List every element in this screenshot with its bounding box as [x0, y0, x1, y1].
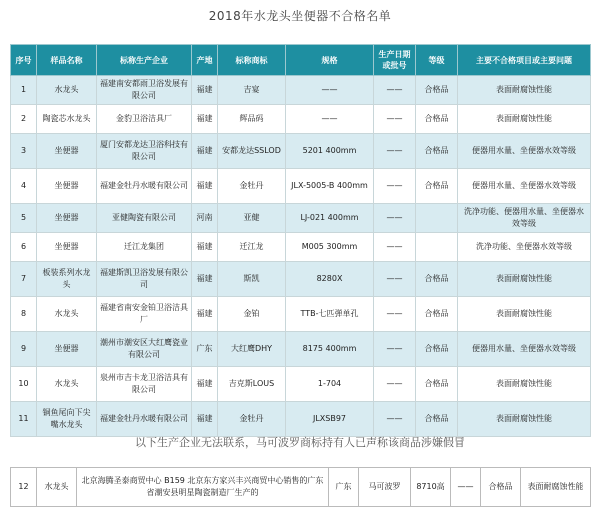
- cell-problems: 洗净功能、坐便器水效等级: [458, 233, 591, 262]
- cell-trademark: 斯凯: [218, 262, 286, 297]
- cell-spec: 8710高: [411, 468, 451, 507]
- cell-index: 10: [11, 367, 37, 402]
- cell-manufacturer: 泉州市吉卡龙卫浴洁具有限公司: [97, 367, 192, 402]
- cell-origin: 福建: [192, 402, 218, 437]
- header-origin: 产地: [192, 45, 218, 76]
- cell-production-date: ——: [374, 297, 416, 332]
- table-row: [11, 76, 591, 105]
- extra-product-table: [10, 467, 591, 507]
- cell-index: 2: [11, 105, 37, 134]
- cell-spec: ——: [286, 105, 374, 134]
- cell-production-date: ——: [374, 332, 416, 367]
- cell-grade: 合格品: [416, 332, 458, 367]
- cell-trademark: 金牡丹: [218, 169, 286, 204]
- cell-grade: 合格品: [416, 169, 458, 204]
- table-row: [11, 233, 591, 262]
- cell-manufacturer: 迁江龙集团: [97, 233, 192, 262]
- header-grade: 等级: [416, 45, 458, 76]
- cell-spec: 5201 400mm: [286, 134, 374, 169]
- cell-index: 6: [11, 233, 37, 262]
- cell-origin: 广东: [329, 468, 359, 507]
- cell-manufacturer: 福建金牡丹水暖有限公司: [97, 402, 192, 437]
- cell-origin: 福建: [192, 105, 218, 134]
- cell-origin: 福建: [192, 297, 218, 332]
- cell-grade: 合格品: [416, 76, 458, 105]
- table-row: [11, 367, 591, 402]
- cell-problems: 洗净功能、便器用水量、坐便器水效等级: [458, 204, 591, 233]
- cell-manufacturer: 厦门安都龙达卫浴科技有限公司: [97, 134, 192, 169]
- cell-spec: ——: [286, 76, 374, 105]
- table-row: [11, 134, 591, 169]
- cell-grade: 合格品: [416, 105, 458, 134]
- cell-production-date: ——: [374, 233, 416, 262]
- nonconforming-products-table: [10, 44, 591, 437]
- cell-index: 1: [11, 76, 37, 105]
- cell-problems: 便器用水量、坐便器水效等级: [458, 169, 591, 204]
- cell-manufacturer: 金豹卫浴洁具厂: [97, 105, 192, 134]
- table-row: [11, 297, 591, 332]
- cell-problems: 便器用水量、坐便器水效等级: [458, 134, 591, 169]
- cell-sample-name: 板装系列水龙头: [37, 262, 97, 297]
- cell-sample-name: 水龙头: [37, 367, 97, 402]
- cell-grade: 合格品: [416, 297, 458, 332]
- cell-production-date: ——: [374, 402, 416, 437]
- cell-trademark: 安都龙达SSLOD: [218, 134, 286, 169]
- header-problems: 主要不合格项目或主要问题: [458, 45, 591, 76]
- cell-manufacturer: 福建南安都雨卫浴发展有限公司: [97, 76, 192, 105]
- header-production-date: 生产日期或批号: [374, 45, 416, 76]
- cell-origin: 福建: [192, 233, 218, 262]
- cell-production-date: ——: [374, 169, 416, 204]
- table-row: [11, 468, 591, 507]
- cell-problems: 表面耐腐蚀性能: [458, 297, 591, 332]
- cell-manufacturer: 亚健陶瓷有限公司: [97, 204, 192, 233]
- cell-spec: 8175 400mm: [286, 332, 374, 367]
- cell-spec: JLX-5005-B 400mm: [286, 169, 374, 204]
- cell-grade: 合格品: [481, 468, 521, 507]
- header-spec: 规格: [286, 45, 374, 76]
- cell-spec: TTB-七匹弹单孔: [286, 297, 374, 332]
- cell-grade: [416, 204, 458, 233]
- cell-problems: 表面耐腐蚀性能: [458, 76, 591, 105]
- cell-grade: [416, 233, 458, 262]
- cell-problems: 表面耐腐蚀性能: [458, 105, 591, 134]
- cell-manufacturer: 潮州市潮安区大红鹰瓷业有限公司: [97, 332, 192, 367]
- cell-manufacturer: 福建金牡丹水暖有限公司: [97, 169, 192, 204]
- cell-trademark: 迁江龙: [218, 233, 286, 262]
- cell-origin: 福建: [192, 169, 218, 204]
- cell-grade: 合格品: [416, 262, 458, 297]
- table-row: [11, 204, 591, 233]
- cell-index: 12: [11, 468, 37, 507]
- cell-origin: 广东: [192, 332, 218, 367]
- cell-manufacturer: 北京海腾圣泰商贸中心 B159 北京东方家兴丰兴商贸中心销售的广东省潮安县明星陶瓷制造厂生产的: [77, 468, 329, 507]
- cell-sample-name: 陶瓷芯水龙头: [37, 105, 97, 134]
- cell-production-date: ——: [374, 367, 416, 402]
- cell-problems: 表面耐腐蚀性能: [458, 262, 591, 297]
- cell-trademark: 大红鹰DHY: [218, 332, 286, 367]
- cell-index: 8: [11, 297, 37, 332]
- cell-trademark: 金牡丹: [218, 402, 286, 437]
- cell-sample-name: 坐便器: [37, 169, 97, 204]
- cell-production-date: ——: [374, 134, 416, 169]
- cell-manufacturer: 福建省南安金铂卫浴洁具厂: [97, 297, 192, 332]
- cell-production-date: ——: [374, 105, 416, 134]
- cell-grade: 合格品: [416, 134, 458, 169]
- cell-origin: 河南: [192, 204, 218, 233]
- page-title: 2018年水龙头坐便器不合格名单: [208, 9, 392, 23]
- cell-trademark: 辉品码: [218, 105, 286, 134]
- table-header-row: [11, 45, 591, 76]
- cell-origin: 福建: [192, 367, 218, 402]
- cell-sample-name: 坐便器: [37, 134, 97, 169]
- cell-spec: 8280X: [286, 262, 374, 297]
- cell-trademark: 吉克斯LOUS: [218, 367, 286, 402]
- cell-origin: 福建: [192, 262, 218, 297]
- cell-origin: 福建: [192, 76, 218, 105]
- cell-production-date: ——: [374, 76, 416, 105]
- header-trademark: 标称商标: [218, 45, 286, 76]
- cell-production-date: ——: [374, 262, 416, 297]
- cell-index: 3: [11, 134, 37, 169]
- header-sample-name: 样品名称: [37, 45, 97, 76]
- cell-index: 9: [11, 332, 37, 367]
- cell-manufacturer: 福建斯凯卫浴发展有限公司: [97, 262, 192, 297]
- table-row: [11, 169, 591, 204]
- cell-sample-name: 铜鱼尾向下尖嘴水龙头: [37, 402, 97, 437]
- table-row: [11, 402, 591, 437]
- cell-sample-name: 水龙头: [37, 297, 97, 332]
- cell-index: 11: [11, 402, 37, 437]
- cell-sample-name: 水龙头: [37, 76, 97, 105]
- cell-sample-name: 坐便器: [37, 332, 97, 367]
- cell-origin: 福建: [192, 134, 218, 169]
- header-manufacturer: 标称生产企业: [97, 45, 192, 76]
- cell-index: 4: [11, 169, 37, 204]
- cell-problems: 表面耐腐蚀性能: [458, 367, 591, 402]
- header-index: 序号: [11, 45, 37, 76]
- cell-sample-name: 坐便器: [37, 233, 97, 262]
- cell-spec: 1-704: [286, 367, 374, 402]
- table-row: [11, 332, 591, 367]
- cell-production-date: ——: [374, 204, 416, 233]
- cell-spec: JLXSB97: [286, 402, 374, 437]
- cell-grade: 合格品: [416, 367, 458, 402]
- cell-sample-name: 坐便器: [37, 204, 97, 233]
- notice-text: 以下生产企业无法联系，马可波罗商标持有人已声称该商品涉嫌假冒: [135, 436, 465, 449]
- cell-index: 7: [11, 262, 37, 297]
- cell-problems: 表面耐腐蚀性能: [458, 402, 591, 437]
- cell-spec: M005 300mm: [286, 233, 374, 262]
- cell-spec: LJ-021 400mm: [286, 204, 374, 233]
- cell-index: 5: [11, 204, 37, 233]
- cell-trademark: 吉宴: [218, 76, 286, 105]
- cell-grade: 合格品: [416, 402, 458, 437]
- cell-trademark: 亚健: [218, 204, 286, 233]
- table-row: [11, 262, 591, 297]
- cell-problems: 便器用水量、坐便器水效等级: [458, 332, 591, 367]
- cell-sample-name: 水龙头: [37, 468, 77, 507]
- cell-problems: 表面耐腐蚀性能: [521, 468, 591, 507]
- cell-production-date: ——: [451, 468, 481, 507]
- table-row: [11, 105, 591, 134]
- cell-trademark: 马可波罗: [359, 468, 411, 507]
- cell-trademark: 金铂: [218, 297, 286, 332]
